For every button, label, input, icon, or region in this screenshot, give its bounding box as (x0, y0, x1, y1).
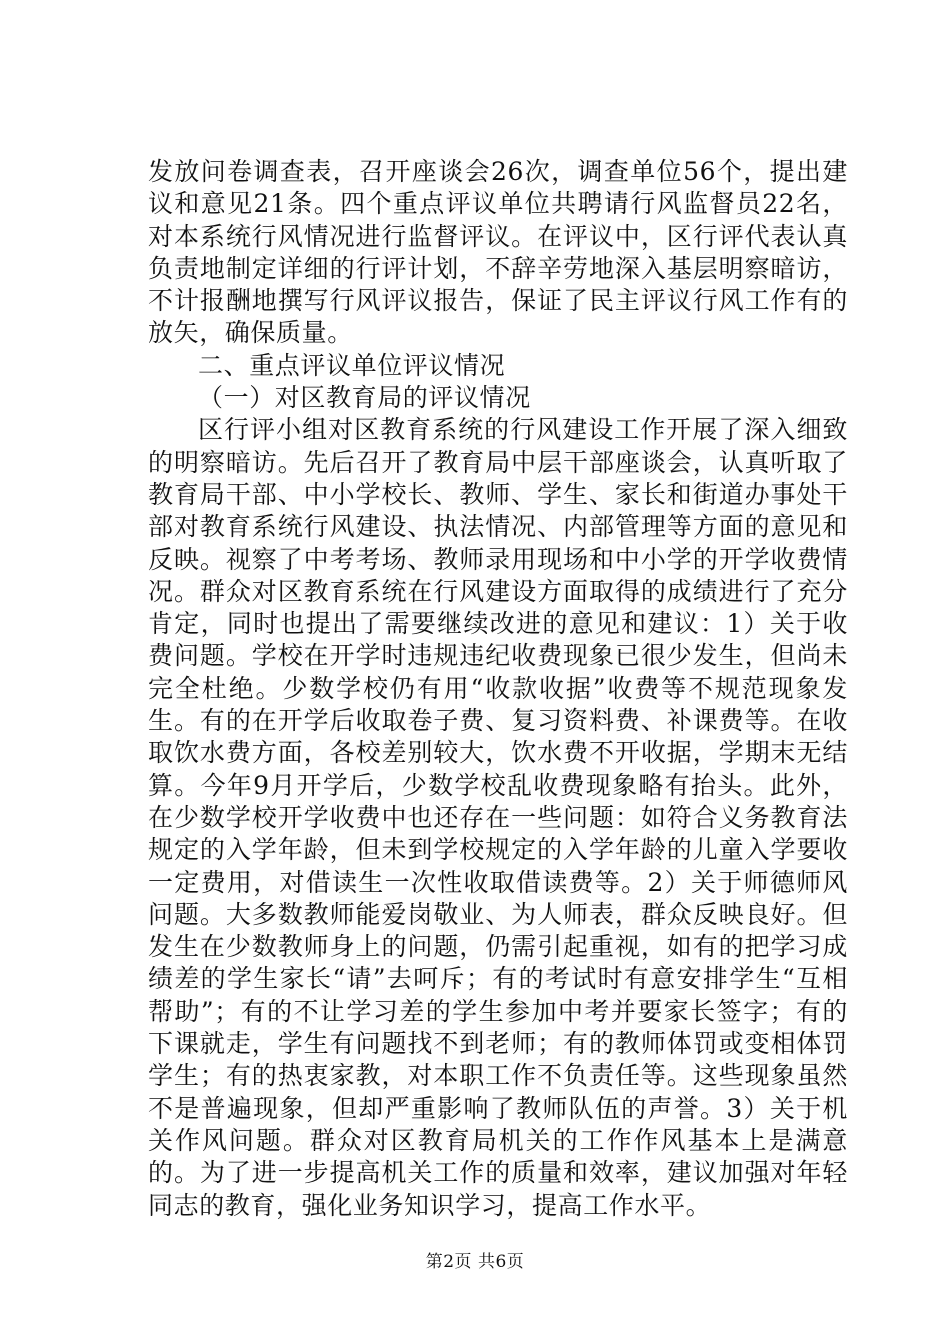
paragraph-education-review: 区行评小组对区教育系统的行风建设工作开展了深入细致的明察暗访。先后召开了教育局中层干部座谈会，认真听取了教育局干部、中小学校长、教师、学生、家长和街道办事处干部对教育系统行风建设、执法情况、内部管理等方面的意见和反映。视察了中考考场、教师录用现场和中小学的开学收费情况。群众对区教育系统在行风建设方面取得的成绩进行了充分肯定，同时也提出了需要继续改进的意见和建议：1）关于收费问题。学校在开学时违规违纪收费现象已很少发生，但尚未完全杜绝。少数学校仍有用“收款收据”收费等不规范现象发生。有的在开学后收取卷子费、复习资料费、补课费等。在收取饮水费方面，各校差别较大，饮水费不开收据，学期末无结算。今年9月开学后，少数学校乱收费现象略有抬头。此外，在少数学校开学收费中也还存在一些问题：如符合义务教育法规定的入学年龄，但未到学校规定的入学年龄的儿童入学要收一定费用，对借读生一次性收取借读费等。2）关于师德师风问题。大多数教师能爱岗敬业、为人师表，群众反映良好。但发生在少数教师身上的问题，仍需引起重视，如有的把学习成绩差的学生家长“请”去呵斥；有的考试时有意安排学生“互相帮助”；有的不让学习差的学生参加中考并要家长签字；有的下课就走，学生有问题找不到老师；有的教师体罚或变相体罚学生；有的热衷家教，对本职工作不负责任等。这些现象虽然不是普遍现象，但却严重影响了教师队伍的声誉。3）关于机关作风问题。群众对区教育局机关的工作作风基本上是满意的。为了进一步提高机关工作的质量和效率，建议加强对年轻同志的教育，强化业务知识学习，提高工作水平。 (148, 415, 848, 1220)
page-number-footer: 第2页 共6页 (425, 1252, 525, 1272)
subsection-heading-education-bureau: （一）对区教育局的评议情况 (198, 383, 531, 413)
section-heading-key-units: 二、重点评议单位评议情况 (198, 350, 506, 380)
paragraph-survey-summary: 发放问卷调查表，召开座谈会26次，调查单位56个，提出建议和意见21条。四个重点评议单位共聘请行风监督员22名，对本系统行风情况进行监督评议。在评议中，区行评代表认真负责地制定详细的行评计划，不辞辛劳地深入基层明察暗访，不计报酬地撰写行风评议报告，保证了民主评议行风工作有的放矢，确保质量。 (148, 157, 848, 348)
document-body (148, 156, 848, 1222)
